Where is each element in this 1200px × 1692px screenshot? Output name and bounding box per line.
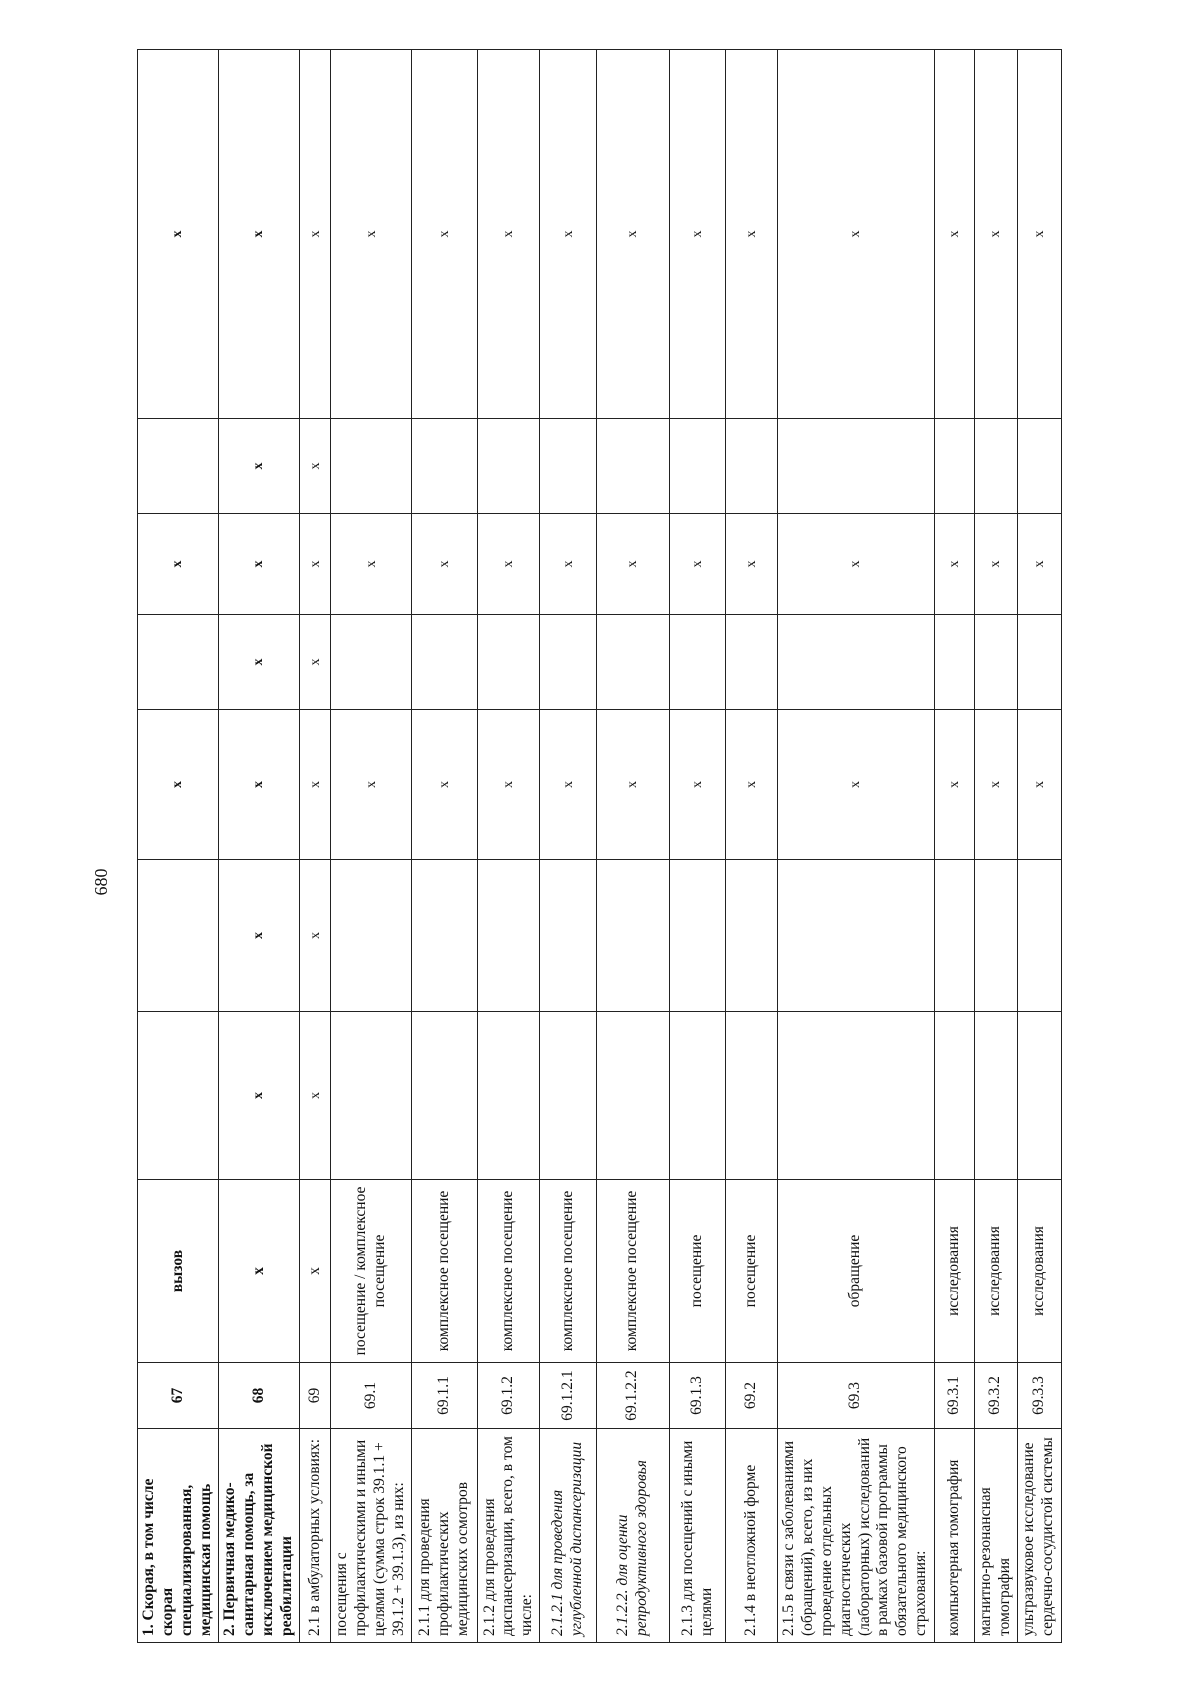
cell-c6 <box>934 419 974 514</box>
row-unit: комплексное посещение <box>412 1180 478 1363</box>
cell-c3: x <box>596 710 669 860</box>
cell-c1 <box>777 1012 934 1180</box>
page-number: 680 <box>91 868 111 896</box>
cell-c2 <box>670 860 726 1012</box>
table-row <box>478 50 540 1643</box>
row-label: 2.1 в амбулаторных условиях: <box>300 1429 331 1643</box>
row-label: 2.1.2.1 для проведения углубленной диспансеризации <box>540 1429 596 1643</box>
row-code: 69.3.3 <box>1017 1363 1061 1429</box>
cell-c4 <box>331 615 412 710</box>
cell-c2 <box>934 860 974 1012</box>
cell-c2 <box>777 860 934 1012</box>
cell-c7: x <box>934 50 974 419</box>
table-row <box>138 50 219 1643</box>
cell-c7: x <box>219 50 300 419</box>
cell-c3: x <box>138 710 219 860</box>
row-label: 2.1.3 для посещений с иными целями <box>670 1429 726 1643</box>
row-label: 2.1.5 в связи с заболеваниями (обращений), всего, из них проведение отдельных диагностических (лабораторных) исследований в рамках базовой программы обязательного медицинского страхования: <box>777 1429 934 1643</box>
row-unit: исследования <box>1017 1180 1061 1363</box>
cell-c4 <box>670 615 726 710</box>
cell-c3: x <box>478 710 540 860</box>
cell-c2 <box>540 860 596 1012</box>
cell-c5: x <box>412 514 478 615</box>
cell-c7: x <box>1017 50 1061 419</box>
cell-c5: x <box>478 514 540 615</box>
cell-c7: x <box>412 50 478 419</box>
cell-c1 <box>1017 1012 1061 1180</box>
cell-c4 <box>540 615 596 710</box>
row-unit: обращение <box>777 1180 934 1363</box>
cell-c6 <box>540 419 596 514</box>
cell-c7: x <box>478 50 540 419</box>
row-label: 1. Скорая, в том числе скорая специализированная, медицинская помощь <box>138 1429 219 1643</box>
cell-c2: x <box>219 860 300 1012</box>
row-code: 69.3 <box>777 1363 934 1429</box>
cell-c4: x <box>219 615 300 710</box>
cell-c4 <box>974 615 1017 710</box>
cell-c1: x <box>219 1012 300 1180</box>
table-row <box>540 50 596 1643</box>
row-code: 69.1.2 <box>478 1363 540 1429</box>
cell-c6 <box>478 419 540 514</box>
row-code: 69.1.2.2 <box>596 1363 669 1429</box>
row-code: 69.1 <box>331 1363 412 1429</box>
cell-c7: x <box>726 50 777 419</box>
cell-c3: x <box>670 710 726 860</box>
cell-c3: x <box>777 710 934 860</box>
table-row <box>726 50 777 1643</box>
cell-c7: x <box>540 50 596 419</box>
cell-c5: x <box>138 514 219 615</box>
row-code: 69.1.3 <box>670 1363 726 1429</box>
cell-c2 <box>974 860 1017 1012</box>
cell-c1 <box>138 1012 219 1180</box>
cell-c3: x <box>219 710 300 860</box>
cell-c6 <box>670 419 726 514</box>
cell-c7: x <box>670 50 726 419</box>
table-row <box>777 50 934 1643</box>
cell-c6 <box>974 419 1017 514</box>
row-label: 2.1.2 для проведения диспансеризации, всего, в том числе: <box>478 1429 540 1643</box>
cell-c6 <box>138 419 219 514</box>
cell-c5: x <box>974 514 1017 615</box>
row-unit: посещение / комплексное посещение <box>331 1180 412 1363</box>
cell-c5: x <box>300 514 331 615</box>
cell-c2 <box>726 860 777 1012</box>
row-code: 69.2 <box>726 1363 777 1429</box>
cell-c4 <box>138 615 219 710</box>
cell-c7: x <box>138 50 219 419</box>
cell-c7: x <box>974 50 1017 419</box>
cell-c1 <box>331 1012 412 1180</box>
cell-c1: x <box>300 1012 331 1180</box>
cell-c5: x <box>777 514 934 615</box>
cell-c5: x <box>540 514 596 615</box>
table-row <box>1017 50 1061 1643</box>
row-unit: исследования <box>934 1180 974 1363</box>
row-unit: x <box>300 1180 331 1363</box>
cell-c7: x <box>300 50 331 419</box>
table-row <box>670 50 726 1643</box>
row-unit: посещение <box>726 1180 777 1363</box>
row-unit: посещение <box>670 1180 726 1363</box>
cell-c5: x <box>219 514 300 615</box>
table-row <box>934 50 974 1643</box>
row-code: 67 <box>138 1363 219 1429</box>
table-row <box>300 50 331 1643</box>
row-label: 2.1.2.2. для оценки репродуктивного здоровья <box>596 1429 669 1643</box>
cell-c6: x <box>219 419 300 514</box>
cell-c5: x <box>934 514 974 615</box>
cell-c3: x <box>726 710 777 860</box>
row-code: 69.3.1 <box>934 1363 974 1429</box>
row-code: 69.3.2 <box>974 1363 1017 1429</box>
table-row <box>596 50 669 1643</box>
cell-c1 <box>726 1012 777 1180</box>
rotated-table-container <box>137 50 1062 1643</box>
row-unit: комплексное посещение <box>596 1180 669 1363</box>
row-label: 2.1.4 в неотложной форме <box>726 1429 777 1643</box>
cell-c1 <box>596 1012 669 1180</box>
row-code: 69.1.1 <box>412 1363 478 1429</box>
cell-c2 <box>596 860 669 1012</box>
cell-c4 <box>596 615 669 710</box>
row-unit: комплексное посещение <box>478 1180 540 1363</box>
cell-c1 <box>412 1012 478 1180</box>
cell-c2 <box>138 860 219 1012</box>
cell-c5: x <box>726 514 777 615</box>
row-label: посещения с профилактическими и иными целями (сумма строк 39.1.1 + 39.1.2 + 39.1.3), из них: <box>331 1429 412 1643</box>
row-label: ультразвуковое исследование сердечно-сосудистой системы <box>1017 1429 1061 1643</box>
cell-c5: x <box>596 514 669 615</box>
cell-c3: x <box>331 710 412 860</box>
cell-c4 <box>1017 615 1061 710</box>
cell-c2 <box>331 860 412 1012</box>
table-row <box>412 50 478 1643</box>
row-unit: исследования <box>974 1180 1017 1363</box>
cell-c1 <box>540 1012 596 1180</box>
cell-c6 <box>331 419 412 514</box>
cell-c1 <box>670 1012 726 1180</box>
row-code: 69 <box>300 1363 331 1429</box>
cell-c5: x <box>331 514 412 615</box>
cell-c3: x <box>412 710 478 860</box>
cell-c6 <box>1017 419 1061 514</box>
cell-c1 <box>934 1012 974 1180</box>
cell-c7: x <box>331 50 412 419</box>
data-table <box>137 49 1062 1643</box>
cell-c5: x <box>1017 514 1061 615</box>
table-row <box>331 50 412 1643</box>
row-label: магнитно-резонансная томография <box>974 1429 1017 1643</box>
cell-c2 <box>478 860 540 1012</box>
cell-c2 <box>1017 860 1061 1012</box>
cell-c6: x <box>300 419 331 514</box>
cell-c1 <box>974 1012 1017 1180</box>
cell-c5: x <box>670 514 726 615</box>
table-row <box>219 50 300 1643</box>
cell-c6 <box>726 419 777 514</box>
cell-c4 <box>478 615 540 710</box>
row-unit: x <box>219 1180 300 1363</box>
cell-c3: x <box>934 710 974 860</box>
row-unit: комплексное посещение <box>540 1180 596 1363</box>
cell-c3: x <box>1017 710 1061 860</box>
cell-c2 <box>412 860 478 1012</box>
row-label: 2. Первичная медико-санитарная помощь, за исключением медицинской реабилитации <box>219 1429 300 1643</box>
cell-c2: x <box>300 860 331 1012</box>
cell-c4 <box>934 615 974 710</box>
row-code: 69.1.2.1 <box>540 1363 596 1429</box>
cell-c6 <box>777 419 934 514</box>
cell-c3: x <box>540 710 596 860</box>
cell-c4 <box>412 615 478 710</box>
row-unit: вызов <box>138 1180 219 1363</box>
cell-c7: x <box>596 50 669 419</box>
table-row <box>974 50 1017 1643</box>
row-label: компьютерная томография <box>934 1429 974 1643</box>
cell-c4 <box>726 615 777 710</box>
cell-c6 <box>412 419 478 514</box>
cell-c3: x <box>974 710 1017 860</box>
cell-c1 <box>478 1012 540 1180</box>
cell-c4 <box>777 615 934 710</box>
cell-c7: x <box>777 50 934 419</box>
cell-c6 <box>596 419 669 514</box>
cell-c4: x <box>300 615 331 710</box>
row-label: 2.1.1 для проведения профилактических медицинских осмотров <box>412 1429 478 1643</box>
table-body <box>138 50 1062 1643</box>
row-code: 68 <box>219 1363 300 1429</box>
cell-c3: x <box>300 710 331 860</box>
